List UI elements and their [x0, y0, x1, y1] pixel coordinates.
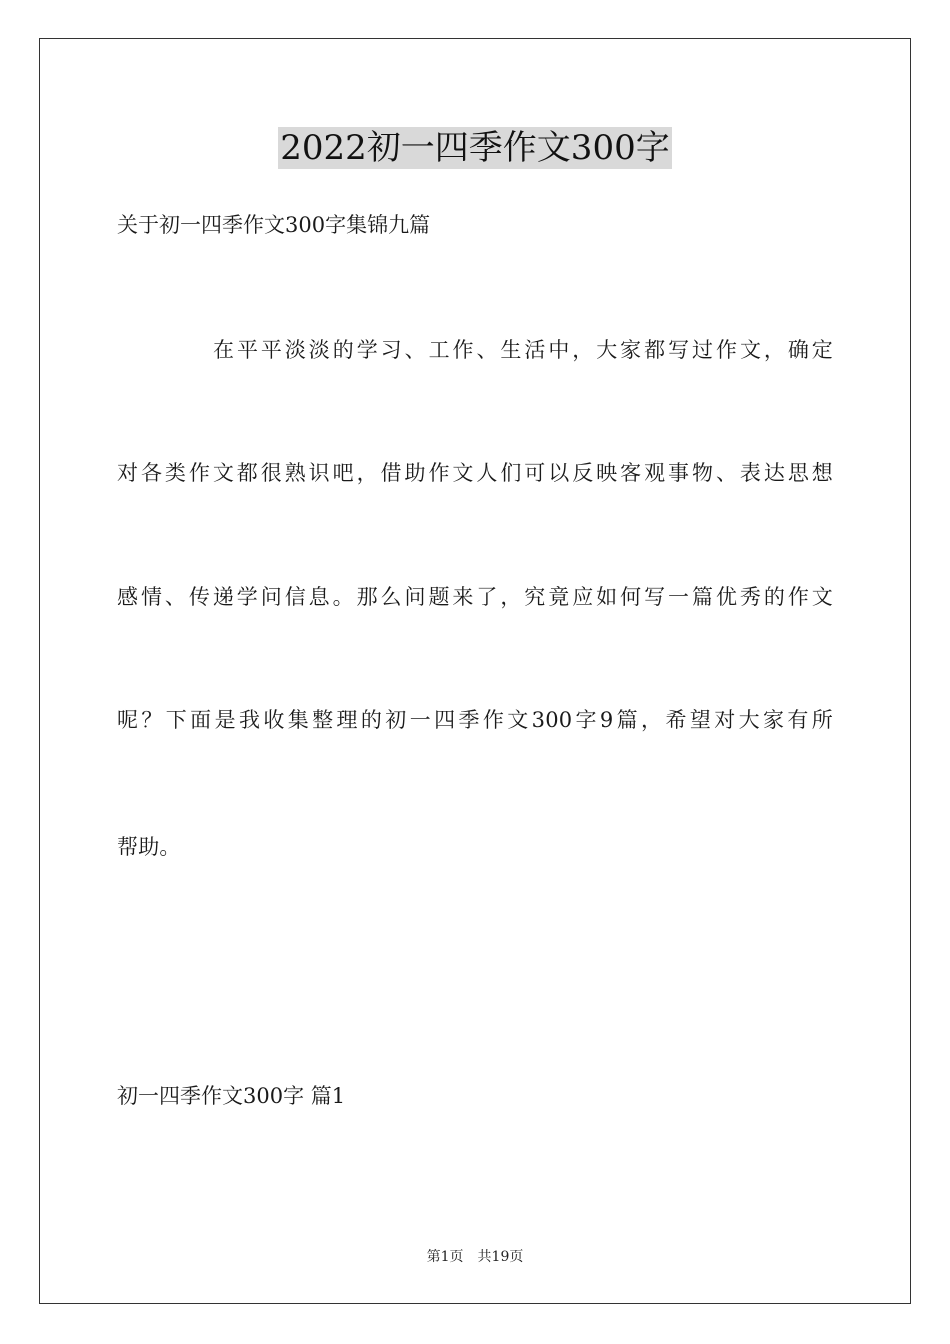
title-container	[0, 127, 950, 169]
intro-line: 对各类作文都很熟识吧，借助作文人们可以反映客观事物、表达思想	[117, 461, 833, 485]
document-title: 2022初一四季作文300字	[280, 128, 670, 168]
intro-line: 帮助。	[117, 835, 181, 859]
intro-line: 呢？下面是我收集整理的初一四季作文300字9篇，希望对大家有所	[117, 708, 833, 732]
page-footer	[0, 1248, 950, 1266]
page-number-current: 第1页	[426, 1249, 464, 1265]
intro-line: 感情、传递学问信息。那么问题来了，究竟应如何写一篇优秀的作文	[117, 585, 833, 609]
intro-line: 在平平淡淡的学习、工作、生活中，大家都写过作文，确定	[213, 338, 833, 362]
section-heading: 初一四季作文300字 篇1	[117, 1084, 346, 1108]
document-subtitle: 关于初一四季作文300字集锦九篇	[117, 213, 431, 237]
page-number-total: 共19页	[477, 1249, 524, 1265]
